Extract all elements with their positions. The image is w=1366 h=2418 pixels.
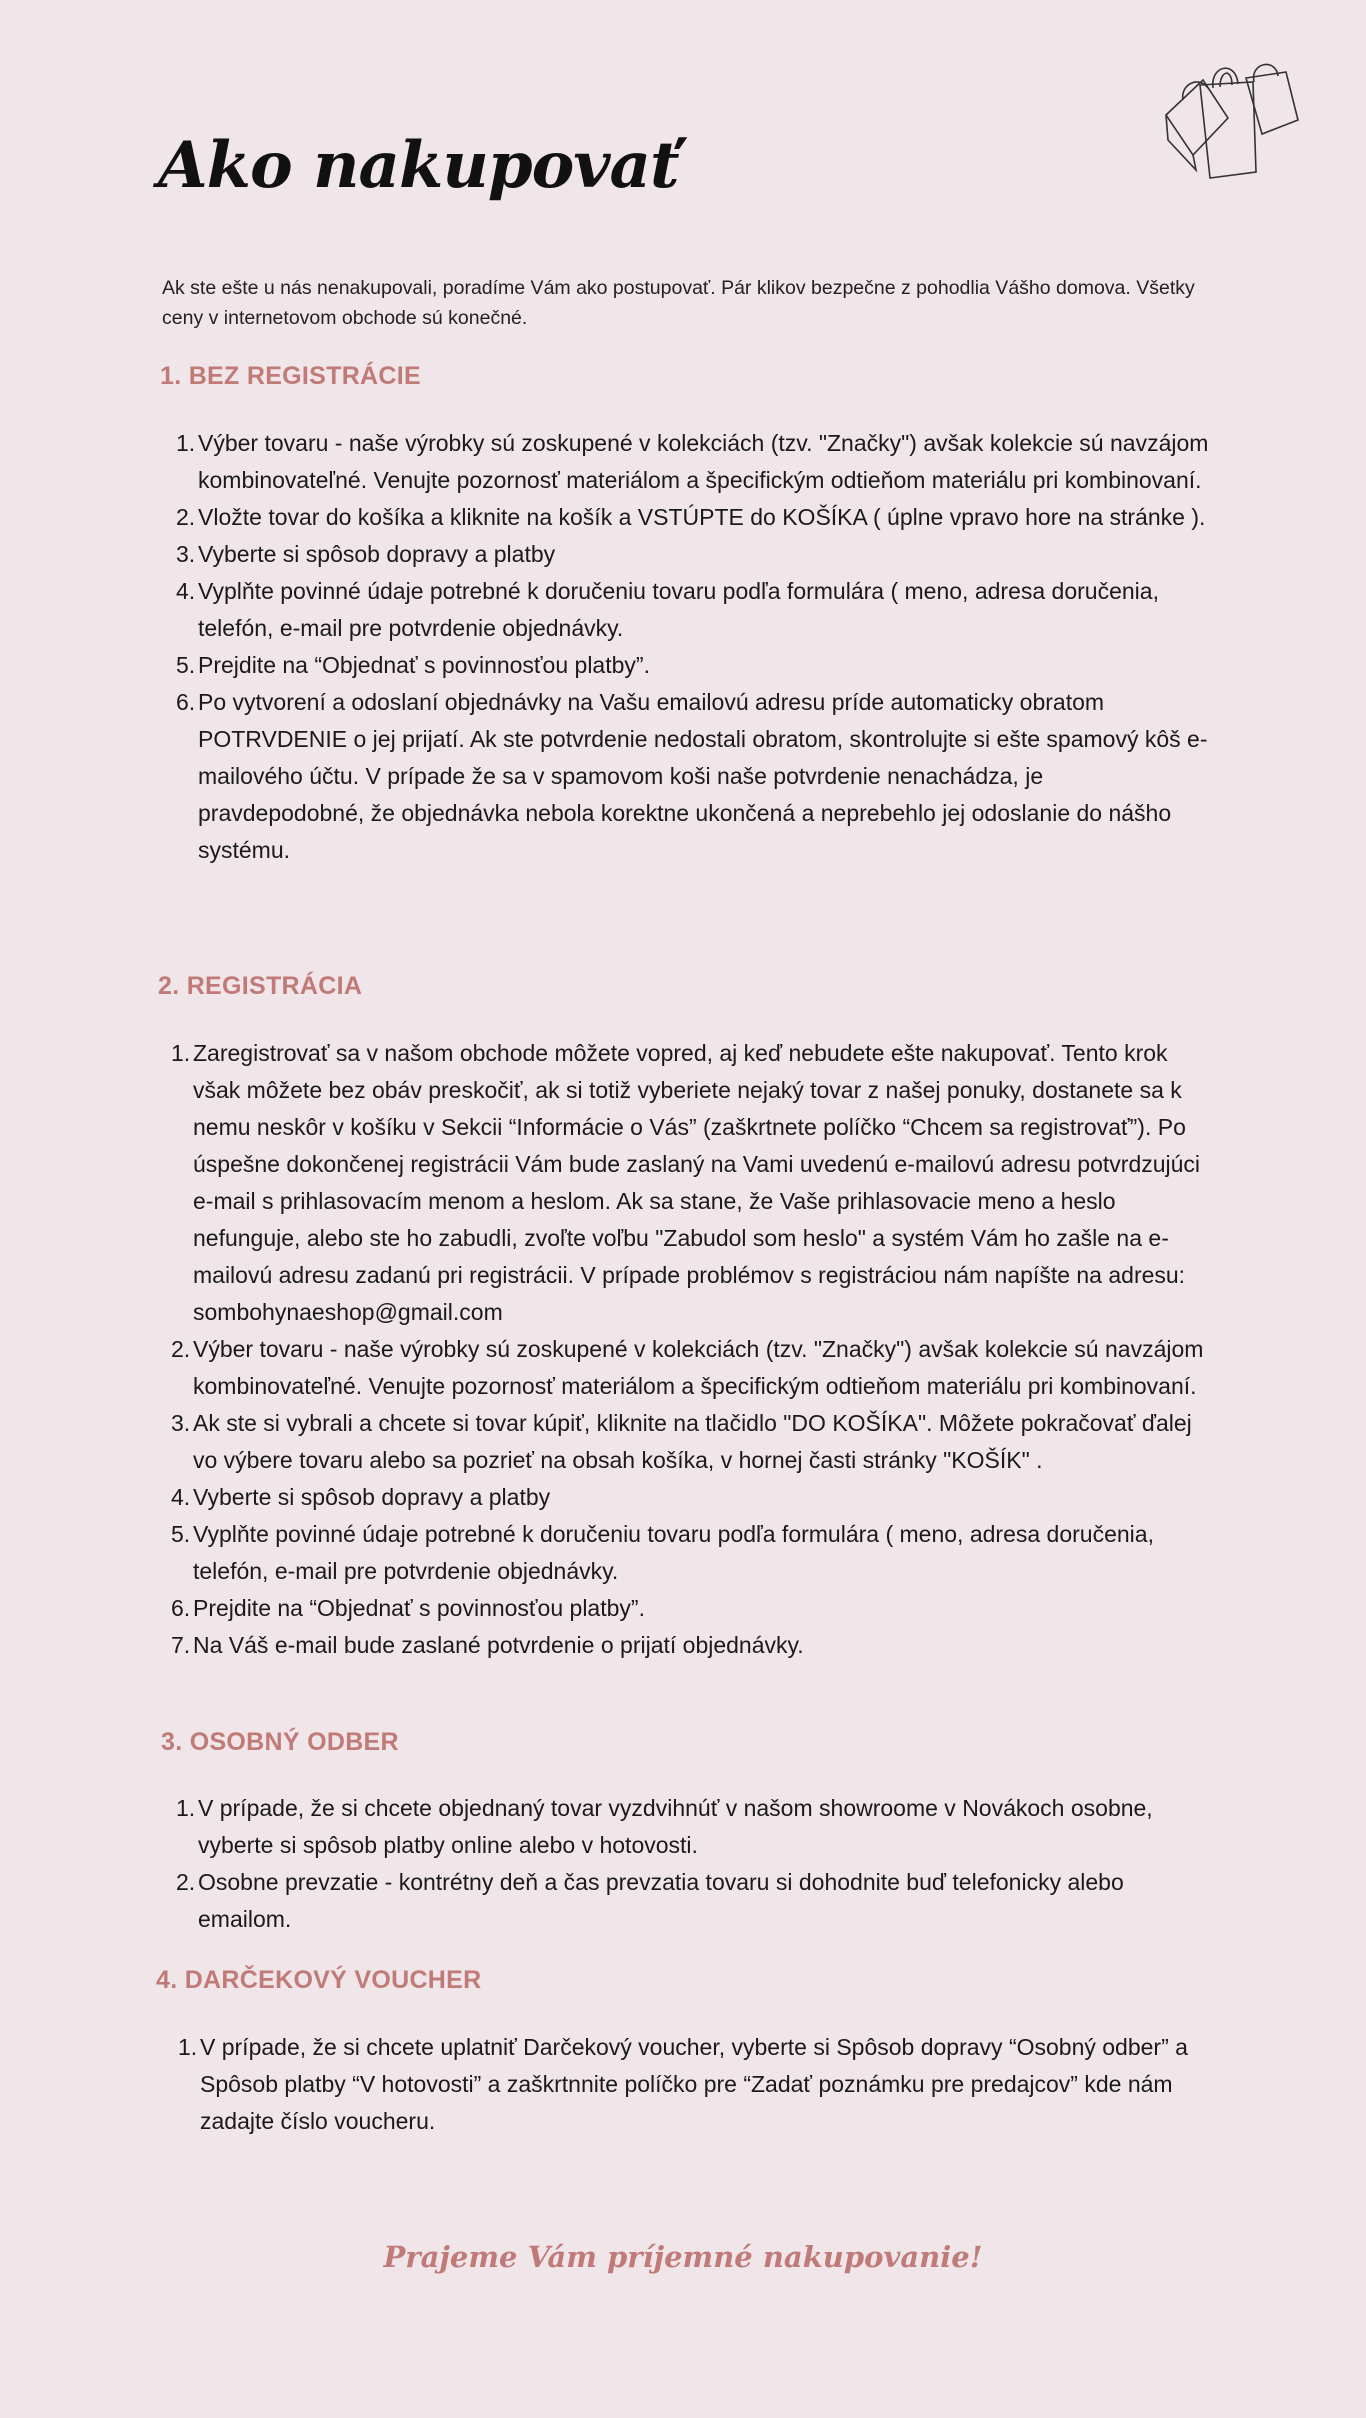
list-item: 1. V prípade, že si chcete uplatniť Darčekový voucher, vyberte si Spôsob dopravy “Osobný odber” a Spôsob platby “V hotovosti” a zaškrtnnite políčko pre “Zadať poznámku pre predajcov” kde nám zadajte číslo voucheru. (178, 2034, 1188, 2134)
list-item: 1. V prípade, že si chcete objednaný tovar vyzdvihnúť v našom showroome v Novákoch osobne, vyberte si spôsob platby online alebo v hotovosti. (176, 1795, 1153, 1858)
page-title: Ako nakupovať (158, 128, 679, 203)
list-item: 2. Osobne prevzatie - kontrétny deň a čas prevzatia tovaru si dohodnite buď telefonicky alebo emailom. (176, 1869, 1124, 1932)
list-item: 4. Vyplňte povinné údaje potrebné k doručeniu tovaru podľa formulára ( meno, adresa doručenia, telefón, e-mail pre potvrdenie objednávky. (176, 578, 1159, 641)
list-item: 3. Vyberte si spôsob dopravy a platby (176, 541, 556, 567)
list-item: 4. Vyberte si spôsob dopravy a platby (171, 1484, 551, 1510)
closing-message: Prajeme Vám príjemné nakupovanie! (383, 2240, 983, 2274)
list-item: 5. Vyplňte povinné údaje potrebné k doručeniu tovaru podľa formulára ( meno, adresa doručenia, telefón, e-mail pre potvrdenie objednávky. (171, 1521, 1154, 1584)
list-item: 7. Na Váš e-mail bude zaslané potvrdenie o prijatí objednávky. (171, 1632, 804, 1658)
list-item: 3. Ak ste si vybrali a chcete si tovar kúpiť, kliknite na tlačidlo "DO KOŠÍKA". Môžete pokračovať ďalej vo výbere tovaru alebo sa pozrieť na obsah košíka, v hornej časti stránky "KOŠÍK" . (171, 1410, 1192, 1473)
list-item: 2. Výber tovaru - naše výrobky sú zoskupené v kolekciách (tzv. "Značky") avšak kolekcie sú navzájom kombinovateľné. Venujte pozornosť materiálom a špecifickým odtieňom materiálu pri kombinovaní. (171, 1336, 1204, 1399)
section-heading-bez-registracie: 1. BEZ REGISTRÁCIE (160, 362, 421, 390)
section-heading-registracia: 2. REGISTRÁCIA (158, 972, 363, 1000)
steps-list-osobny-odber (176, 1790, 1210, 1938)
list-item: 1. Zaregistrovať sa v našom obchode môžete vopred, aj keď nebudete ešte nakupovať. Tento krok však môžete bez obáv preskočiť, ak si totiž vyberiete nejaký tovar z našej ponuky, dostanete sa k nemu neskôr v košíku v Sekcii “Informácie o Vás” (zaškrtnete políčko “Chcem sa registrovať”). Po úspešne dokončenej registrácii Vám bude zaslaný na Vami uvedenú e-mailovú adresu potvrdzujúci e-mail s prihlasovacím menom a heslom. Ak sa stane, že Vaše prihlasovacie meno a heslo nefunguje, alebo ste ho zabudli, zvoľte voľbu "Zabudol som heslo" a systém Vám ho zašle na e-mailovú adresu zadanú pri registrácii. V prípade problémov s registráciou nám napíšte na adresu: sombohynaeshop@gmail.com (171, 1040, 1201, 1325)
steps-list-registracia (171, 1035, 1205, 1664)
steps-list-darcekovy-voucher (178, 2029, 1210, 2140)
list-item: 5. Prejdite na “Objednať s povinnosťou platby”. (176, 652, 650, 678)
intro-text: Ak ste ešte u nás nenakupovali, poradíme Vám ako postupovať. Pár klikov bezpečne z pohodlia Vášho domova. Všetky ceny v internetovom obchode sú konečné. (162, 277, 1195, 329)
list-item: 6. Po vytvorení a odoslaní objednávky na Vašu emailovú adresu príde automaticky obratom POTRVDENIE o jej prijatí. Ak ste potvrdenie nedostali obratom, skontrolujte si ešte spamový kôš e-mailového účtu. V prípade že sa v spamovom koši naše potvrdenie nenachádza, je pravdepodobné, že objednávka nebola korektne ukončená a neprebehlo jej odoslanie do nášho systému. (176, 689, 1208, 863)
list-item: 1. Výber tovaru - naše výrobky sú zoskupené v kolekciách (tzv. "Značky") avšak kolekcie sú navzájom kombinovateľné. Venujte pozornosť materiálom a špecifickým odtieňom materiálu pri kombinovaní. (176, 430, 1209, 493)
section-heading-darcekovy-voucher: 4. DARČEKOVÝ VOUCHER (156, 1966, 482, 1994)
list-item: 6. Prejdite na “Objednať s povinnosťou platby”. (171, 1595, 645, 1621)
steps-list-bez-registracie (176, 425, 1210, 869)
section-heading-osobny-odber: 3. OSOBNÝ ODBER (161, 1728, 399, 1756)
list-item: 2. Vložte tovar do košíka a kliknite na košík a VSTÚPTE do KOŠÍKA ( úplne vpravo hore na stránke ). (176, 504, 1206, 530)
shopping-bags-icon (1158, 60, 1303, 185)
